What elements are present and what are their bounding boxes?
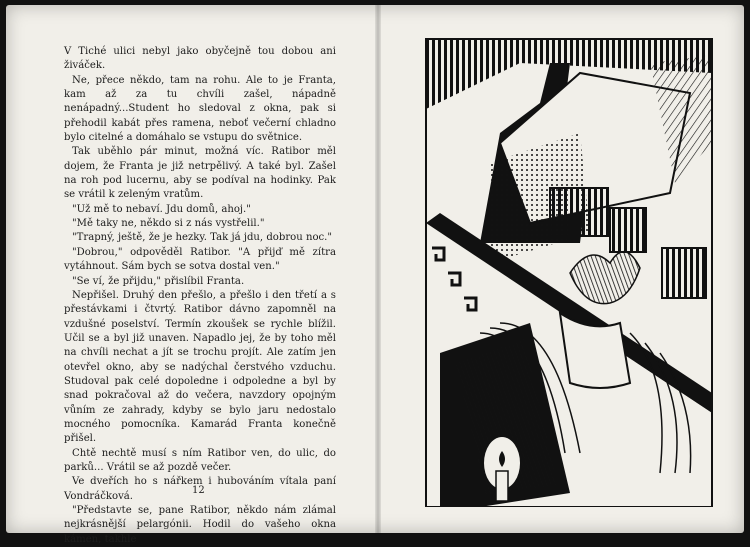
book-gutter	[375, 5, 381, 533]
paragraph: Chtě nechtě musí s ním Ratibor ven, do ulic, do parků... Vrátil se až pozdě večer.	[64, 447, 336, 473]
plant	[570, 252, 640, 304]
window-block-1	[550, 188, 608, 236]
paragraph: Nepřišel. Druhý den přešlo, a přešlo i den třetí a s přestávkami i čtvrtý. Ratibor dávno zapomněl na vzdušné poselství. Termín zkoušek se rychle blížil. Učil se a byl již unaven. Napadlo jej, že by toho měl na chvíli nechat a jít se trochu projít. Ale zatím jen otevřel okno, aby se nadýchal čerstvého vzduchu. Studoval pak celé dopoledne i odpoledne a byl by snad pokračoval až do večera, navzdory opojným vůním ze zahrady, kdyby se bylo jaru nedostalo mocného pomocníka. Kamarád Franta konečně přišel.	[64, 289, 336, 445]
window-block-2	[610, 208, 646, 252]
page-number: 12	[192, 485, 205, 496]
left-page-text	[64, 45, 336, 547]
paragraph: "Trapný, ještě, že je hezky. Tak já jdu, dobrou noc."	[72, 232, 333, 244]
paragraph: "Mě taky ne, někdo si z nás vystřelil."	[72, 218, 265, 230]
candle	[496, 471, 508, 501]
paragraph: "Se ví, že přijdu," přislíbil Franta.	[72, 275, 245, 287]
paragraph: "Už mě to nebaví. Jdu domů, ahoj."	[72, 203, 251, 215]
paragraph: Ne, přece někdo, tam na rohu. Ale to je Franta, kam až za tu chvíli zašel, nápadně nenápadný...Student ho sledoval z okna, pak si přehodil kabát přes ramena, neboť večerní chladno bylo citelné a domáhalo se vstupu do světnice.	[64, 74, 336, 144]
book-spread	[6, 5, 744, 545]
window-block-3	[662, 248, 706, 298]
paragraph: "Představte se, pane Ratibor, někdo nám zlámal nejkrásnější pelargónii. Hodil do vašeho okna kámen, takhle	[64, 505, 336, 545]
ink-illustration	[420, 33, 716, 507]
paragraph: V Tiché ulici nebyl jako obyčejně tou dobou ani živáček.	[64, 46, 336, 72]
paragraph: Tak uběhlo pár minut, možná víc. Ratibor měl dojem, že Franta je již netrpělivý. A také byl. Zašel na roh pod lucernu, aby se podíval na hodinky. Pak se vrátil k zeleným vratům.	[64, 146, 336, 201]
paragraph: "Dobrou," odpověděl Ratibor. "A přijď mě zítra vytáhnout. Sám bych se sotva dostal ven."	[64, 246, 336, 273]
paragraph: Ve dveřích ho s nářkem i hubováním vítala paní Vondráčková.	[64, 476, 336, 502]
